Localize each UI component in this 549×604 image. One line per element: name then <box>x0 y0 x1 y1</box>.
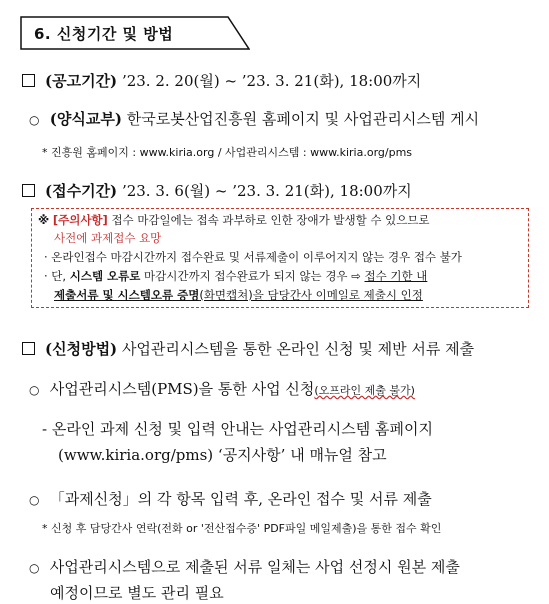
apply-item-2-note: * 신청 후 담당간사 연락(전화 or '전산접수증' PDF파일 메일제출)을 통한 접수 확인 <box>42 522 442 535</box>
circle-bullet-icon: ○ <box>29 493 40 507</box>
apply-label: (신청방법) <box>45 340 118 358</box>
homepage-note: * 진흥원 홈페이지 : www.kiria.org / 사업관리시스템 : www.kiria.org/pms <box>42 146 413 159</box>
apply-method-row <box>22 338 474 359</box>
apply-item-2-text: 「과제신청」의 각 항목 입력 후, 온라인 접수 및 서류 제출 <box>49 490 432 508</box>
checkbox-icon <box>22 74 35 87</box>
method-text: 한국로봇산업진흥원 홈페이지 및 사업관리시스템 게시 <box>126 110 480 128</box>
receipt-period: ’23. 3. 6(월) ~ ’23. 3. 21(화), 18:00까지 <box>121 182 412 200</box>
notice-title: [주의사항] <box>52 213 108 227</box>
checkbox-icon <box>22 184 35 197</box>
notice-text-4a: 제출서류 및 시스템오류 증명 <box>54 288 200 302</box>
circle-bullet-icon: ○ <box>29 561 40 575</box>
notice-text-3d: 접수 기한 내 <box>364 269 428 283</box>
apply-item-2 <box>29 488 432 509</box>
notice-text-3c: 마감시간까지 접수완료가 되지 않는 경우 ⇨ <box>140 269 365 283</box>
apply-item-1 <box>29 378 415 399</box>
notice-text-3b: 시스템 오류로 <box>69 269 141 283</box>
announce-label: (공고기간) <box>45 72 118 90</box>
notice-text-1: 접수 마감일에는 접속 과부하로 인한 장애가 발생할 수 있으므로 <box>111 213 430 227</box>
receipt-period-row <box>22 180 412 201</box>
section-heading-tab <box>20 16 250 50</box>
apply-text: 사업관리시스템을 통한 온라인 신청 및 제반 서류 제출 <box>121 340 475 358</box>
notice-text-3a: · 단, <box>44 269 70 283</box>
apply-item-1-sub-1: - 온라인 과제 신청 및 입력 안내는 사업관리시스템 홈페이지 <box>42 420 433 438</box>
circle-bullet-icon: ○ <box>29 113 40 127</box>
apply-item-1-text: 사업관리시스템(PMS)을 통한 사업 신청 <box>49 380 315 398</box>
receipt-label: (접수기간) <box>45 182 118 200</box>
section-title: 6. 신청기간 및 방법 <box>34 25 174 43</box>
apply-item-3-line-1: 사업관리시스템으로 제출된 서류 일체는 사업 선정시 원본 제출 <box>49 558 460 576</box>
circle-bullet-icon: ○ <box>29 383 40 397</box>
notice-line-3 <box>44 268 427 284</box>
notice-line-4 <box>54 287 423 303</box>
apply-item-1-sub-2: (www.kiria.org/pms) ‘공지사항’ 내 매뉴얼 참고 <box>58 446 387 464</box>
checkbox-icon <box>22 342 35 355</box>
announce-period: ’23. 2. 20(월) ~ ’23. 3. 21(화), 18:00까지 <box>121 72 422 90</box>
apply-item-3 <box>29 556 460 577</box>
apply-item-3-line-2: 예정이므로 별도 관리 필요 <box>50 584 224 602</box>
announce-period-row <box>22 70 421 91</box>
notice-text-4b: (화면캡쳐)을 담당간사 이메일로 제출시 인정 <box>199 288 423 302</box>
notice-mark: ※ <box>38 213 50 227</box>
notice-line-1 <box>38 212 430 228</box>
form-distribution-row <box>29 108 479 129</box>
notice-box <box>31 208 529 308</box>
notice-text-2: · 온라인접수 마감시간까지 접수완료 및 서류제출이 이루어지지 않는 경우 접수 불가 <box>44 250 462 264</box>
method-label: (양식교부) <box>49 110 122 128</box>
notice-text-1b: 사전에 과제접수 요망 <box>54 231 162 245</box>
apply-item-1-note: (오프라인 제출 불가) <box>314 384 415 397</box>
